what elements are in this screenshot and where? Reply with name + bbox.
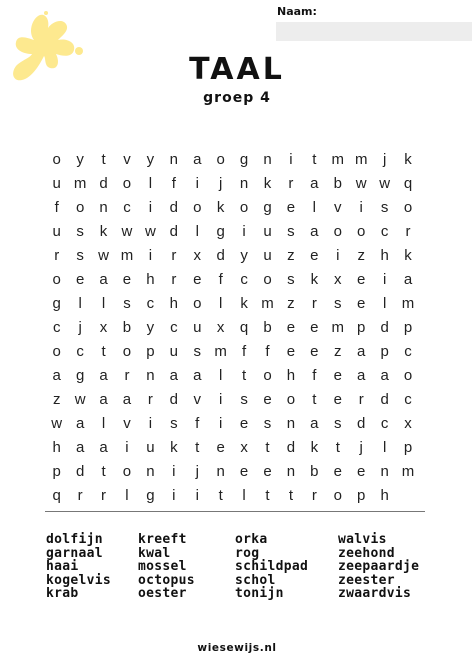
grid-letter: m (401, 294, 415, 312)
grid-letter: i (148, 414, 153, 432)
grid-letter: p (403, 318, 413, 336)
grid-letter: s (170, 414, 178, 432)
grid-letter: m (214, 342, 227, 360)
grid-letter: a (99, 390, 108, 408)
grid-letter: q (52, 486, 61, 504)
grid-letter: b (333, 174, 342, 192)
grid-letter: a (357, 342, 366, 360)
grid-letter: g (239, 150, 249, 168)
grid-letter: q (239, 318, 249, 336)
word-item: oester (138, 586, 187, 601)
grid-letter: c (404, 342, 412, 360)
grid-letter: t (101, 342, 106, 360)
grid-row (45, 483, 420, 507)
grid-letter: i (148, 246, 153, 264)
grid-letter: e (310, 342, 319, 360)
grid-letter: l (195, 222, 199, 240)
grid-letter: d (286, 438, 296, 456)
grid-letter: n (146, 366, 155, 384)
grid-letter: w (355, 174, 367, 192)
grid-row (45, 315, 420, 339)
grid-letter: d (169, 198, 178, 216)
grid-letter: d (357, 414, 366, 432)
word-item: zeehond (338, 545, 395, 561)
grid-letter: l (382, 438, 387, 456)
word-item: octopus (138, 572, 195, 588)
grid-letter: a (99, 438, 108, 456)
grid-row (45, 363, 420, 387)
grid-letter: h (286, 366, 296, 384)
grid-letter: e (263, 390, 272, 408)
grid-letter: f (242, 342, 247, 360)
grid-letter: n (380, 462, 389, 480)
grid-row (45, 243, 420, 267)
grid-letter: i (172, 486, 176, 504)
grid-letter: a (380, 366, 389, 384)
grid-letter: l (78, 294, 82, 312)
grid-letter: r (171, 246, 177, 264)
grid-letter: s (263, 414, 272, 432)
grid-letter: e (333, 390, 342, 408)
grid-letter: l (218, 366, 223, 384)
grid-letter: i (289, 150, 293, 168)
word-item: rog (235, 545, 260, 561)
grid-letter: f (312, 366, 317, 384)
grid-letter: v (123, 150, 131, 168)
grid-letter: q (403, 174, 413, 192)
grid-letter: o (52, 270, 61, 288)
grid-row (45, 171, 420, 195)
grid-letter: t (242, 366, 247, 384)
grid-letter: j (359, 438, 363, 456)
grid-letter: i (148, 198, 153, 216)
grid-letter: o (333, 486, 342, 504)
grid-letter: u (169, 342, 178, 360)
grid-letter: s (76, 222, 84, 240)
grid-letter: h (380, 486, 389, 504)
grid-letter: e (239, 462, 249, 480)
grid-letter: g (263, 198, 272, 216)
grid-letter: l (101, 294, 106, 312)
word-item: tonijn (235, 586, 284, 601)
grid-letter: i (172, 462, 176, 480)
grid-letter: m (331, 318, 345, 336)
grid-letter: r (311, 294, 317, 312)
grid-letter: o (122, 174, 132, 192)
grid-row (45, 387, 420, 411)
grid-letter: t (265, 438, 270, 456)
grid-letter: x (216, 318, 225, 336)
grid-letter: h (52, 438, 61, 456)
grid-row (45, 411, 420, 435)
grid-letter: g (52, 294, 61, 312)
grid-letter: a (310, 414, 319, 432)
grid-letter: a (310, 174, 319, 192)
grid-letter: x (99, 318, 108, 336)
grid-letter: t (335, 438, 340, 456)
grid-letter: j (195, 462, 199, 480)
grid-letter: e (357, 270, 366, 288)
grid-letter: o (239, 198, 249, 216)
grid-letter: b (122, 318, 132, 336)
grid-letter: k (216, 198, 225, 216)
grid-row (45, 291, 420, 315)
grid-letter: a (99, 366, 108, 384)
name-label: Naam: (277, 5, 317, 18)
grid-letter: e (357, 462, 366, 480)
grid-letter: f (171, 174, 176, 192)
grid-letter: p (357, 318, 366, 336)
grid-letter: p (403, 438, 413, 456)
grid-letter: e (333, 462, 342, 480)
grid-letter: n (286, 414, 296, 432)
grid-letter: o (333, 222, 342, 240)
grid-letter: i (195, 174, 199, 192)
grid-letter: a (75, 438, 85, 456)
grid-letter: r (77, 486, 83, 504)
grid-letter: m (261, 294, 274, 312)
grid-row (45, 219, 420, 243)
grid-letter: d (380, 390, 389, 408)
grid-letter: r (147, 390, 153, 408)
grid-letter: c (404, 390, 412, 408)
word-column-3 (235, 533, 308, 601)
grid-letter: t (312, 150, 317, 168)
grid-letter: s (334, 414, 342, 432)
grid-letter: i (382, 270, 387, 288)
grid-letter: w (51, 414, 63, 432)
grid-letter: t (101, 462, 106, 480)
divider (45, 511, 425, 512)
grid-letter: o (263, 366, 272, 384)
word-item: schol (235, 572, 276, 588)
grid-letter: m (120, 246, 134, 264)
grid-letter: m (354, 150, 368, 168)
grid-letter: o (52, 150, 61, 168)
grid-letter: n (169, 150, 178, 168)
grid-letter: o (122, 342, 132, 360)
word-item: walvis (338, 532, 387, 547)
word-item: kwal (138, 545, 171, 561)
grid-row (45, 195, 420, 219)
grid-letter: m (73, 174, 87, 192)
word-item: schildpad (235, 559, 309, 574)
grid-letter: t (288, 486, 294, 504)
grid-letter: e (193, 270, 202, 288)
grid-letter: w (98, 246, 109, 264)
grid-letter: o (403, 366, 413, 384)
grid-letter: a (99, 270, 108, 288)
footer-site: wiesewijs.nl (197, 642, 277, 654)
grid-letter: e (333, 366, 342, 384)
grid-letter: a (193, 366, 202, 384)
word-list (0, 533, 474, 603)
grid-letter: s (240, 390, 248, 408)
grid-letter: s (193, 342, 201, 360)
grid-letter: b (310, 462, 319, 480)
grid-letter: f (54, 198, 59, 216)
grid-letter: k (404, 150, 412, 168)
grid-letter: k (99, 222, 108, 240)
grid-letter: c (240, 270, 248, 288)
grid-letter: k (240, 294, 248, 312)
grid-letter: a (52, 366, 61, 384)
word-item: zeester (338, 572, 395, 588)
grid-letter: e (286, 198, 296, 216)
grid-letter: n (286, 462, 296, 480)
grid-letter: t (101, 150, 106, 168)
grid-row (45, 339, 420, 363)
grid-letter: x (240, 438, 248, 456)
grid-letter: a (403, 270, 413, 288)
grid-letter: w (144, 222, 156, 240)
grid-letter: g (75, 366, 85, 384)
grid-letter: e (357, 294, 366, 312)
grid-letter: u (52, 222, 61, 240)
grid-letter: n (239, 174, 249, 192)
page-title: TAAL (189, 52, 285, 87)
grid-letter: i (218, 390, 223, 408)
word-item: orka (235, 532, 268, 547)
grid-letter: l (312, 198, 317, 216)
grid-letter: n (216, 462, 225, 480)
grid-letter: z (52, 390, 61, 408)
grid-letter: a (193, 150, 202, 168)
grid-letter: s (334, 294, 342, 312)
grid-letter: a (310, 222, 319, 240)
grid-letter: r (54, 246, 60, 264)
grid-letter: y (76, 150, 84, 168)
grid-letter: h (169, 294, 178, 312)
grid-letter: e (216, 438, 225, 456)
grid-letter: o (357, 222, 366, 240)
grid-letter: m (331, 150, 345, 168)
grid-letter: y (146, 150, 155, 168)
grid-letter: n (146, 462, 155, 480)
grid-letter: s (287, 270, 295, 288)
grid-row (45, 267, 420, 291)
grid-letter: r (171, 270, 177, 288)
grid-letter: o (403, 198, 413, 216)
word-item: zwaardvis (338, 586, 412, 601)
grid-letter: l (382, 294, 387, 312)
grid-letter: d (380, 318, 389, 336)
grid-letter: r (405, 222, 411, 240)
grid-letter: p (52, 462, 61, 480)
grid-letter: e (75, 270, 85, 288)
grid-letter: l (242, 486, 246, 504)
grid-letter: k (263, 174, 272, 192)
grid-letter: r (288, 174, 294, 192)
grid-letter: x (404, 414, 412, 432)
name-field[interactable] (276, 22, 472, 41)
grid-letter: l (101, 414, 106, 432)
grid-letter: f (195, 414, 200, 432)
grid-letter: y (146, 318, 155, 336)
grid-letter: g (146, 486, 155, 504)
grid-letter: z (287, 246, 295, 264)
grid-letter: z (357, 246, 365, 264)
grid-letter: s (76, 246, 84, 264)
grid-letter: s (287, 222, 295, 240)
grid-letter: p (146, 342, 155, 360)
grid-letter: c (76, 342, 84, 360)
grid-letter: a (122, 390, 132, 408)
grid-letter: r (358, 390, 364, 408)
grid-letter: d (169, 222, 178, 240)
grid-letter: t (312, 390, 317, 408)
grid-letter: u (193, 318, 202, 336)
grid-letter: p (357, 486, 366, 504)
grid-letter: a (169, 366, 178, 384)
grid-letter: c (123, 198, 131, 216)
grid-row (45, 435, 420, 459)
grid-letter: o (193, 294, 202, 312)
grid-letter: e (239, 414, 249, 432)
grid-letter: u (52, 174, 61, 192)
splash-dot-small (44, 11, 48, 15)
grid-letter: r (124, 366, 130, 384)
grid-letter: o (52, 342, 61, 360)
grid-letter: z (287, 294, 295, 312)
grid-letter: s (380, 198, 389, 216)
word-item: zeepaardje (338, 559, 420, 574)
grid-letter: o (122, 462, 132, 480)
grid-letter: i (242, 222, 246, 240)
grid-letter: c (146, 294, 155, 312)
grid-letter: c (380, 222, 389, 240)
grid-letter: p (380, 342, 389, 360)
grid-letter: g (216, 222, 225, 240)
grid-letter: f (265, 342, 270, 360)
grid-letter: x (193, 246, 201, 264)
grid-letter: d (216, 246, 225, 264)
grid-letter: i (336, 246, 340, 264)
grid-letter: t (195, 438, 200, 456)
grid-letter: c (170, 318, 178, 336)
grid-letter: o (263, 270, 272, 288)
word-item: dolfijn (46, 532, 103, 547)
grid-letter: e (310, 318, 319, 336)
word-item: krab (46, 586, 79, 601)
grid-letter: j (78, 318, 82, 336)
grid-letter: r (101, 486, 107, 504)
grid-letter: i (359, 198, 363, 216)
grid-letter: l (125, 486, 129, 504)
grid-letter: w (74, 390, 86, 408)
grid-letter: a (75, 414, 85, 432)
word-item: mossel (138, 559, 187, 574)
grid-letter: r (311, 486, 317, 504)
page-subtitle: groep 4 (203, 90, 271, 106)
grid-letter: d (99, 174, 108, 192)
word-item: kreeft (138, 532, 187, 547)
grid-letter: b (263, 318, 272, 336)
word-item: kogelvis (46, 572, 112, 588)
grid-letter: e (122, 270, 132, 288)
grid-letter: u (263, 222, 272, 240)
grid-letter: s (123, 294, 131, 312)
grid-letter: y (240, 246, 248, 264)
grid-letter: d (75, 462, 85, 480)
grid-letter: k (310, 438, 319, 456)
grid-letter: e (286, 318, 296, 336)
grid-letter: l (148, 174, 153, 192)
grid-letter: c (52, 318, 61, 336)
grid-letter: a (357, 366, 366, 384)
grid-letter: d (169, 390, 178, 408)
grid-letter: v (193, 390, 201, 408)
grid-letter: t (265, 486, 270, 504)
grid-letter: w (121, 222, 133, 240)
grid-letter: h (146, 270, 155, 288)
word-column-1 (46, 533, 111, 601)
grid-letter: o (216, 150, 225, 168)
grid-letter: i (195, 486, 199, 504)
word-column-2 (138, 533, 195, 601)
grid-row (45, 459, 420, 483)
grid-letter: l (218, 294, 223, 312)
grid-letter: h (380, 246, 389, 264)
grid-letter: o (286, 390, 296, 408)
grid-letter: x (334, 270, 342, 288)
grid-letter: n (263, 150, 272, 168)
grid-letter: n (99, 198, 108, 216)
grid-letter: o (75, 198, 85, 216)
grid-letter: w (379, 174, 391, 192)
grid-letter: j (382, 150, 387, 168)
grid-letter: f (218, 270, 223, 288)
word-item: garnaal (46, 545, 103, 561)
grid-letter: k (170, 438, 178, 456)
grid-letter: j (218, 174, 223, 192)
grid-letter: u (263, 246, 272, 264)
grid-letter: o (193, 198, 202, 216)
grid-letter: k (404, 246, 412, 264)
grid-letter: e (263, 462, 272, 480)
grid-letter: u (146, 438, 155, 456)
word-item: haai (46, 559, 79, 574)
grid-letter: m (401, 462, 415, 480)
grid-letter: k (310, 270, 319, 288)
grid-letter: i (218, 414, 223, 432)
grid-letter: c (380, 414, 389, 432)
grid-letter: z (334, 342, 342, 360)
grid-letter: e (286, 342, 296, 360)
word-column-4 (338, 533, 419, 601)
grid-letter: e (310, 246, 319, 264)
grid-letter: v (334, 198, 342, 216)
grid-row (45, 147, 420, 171)
word-search-grid (45, 147, 420, 507)
grid-letter: v (123, 414, 131, 432)
grid-letter: i (125, 438, 129, 456)
grid-letter: t (218, 486, 223, 504)
